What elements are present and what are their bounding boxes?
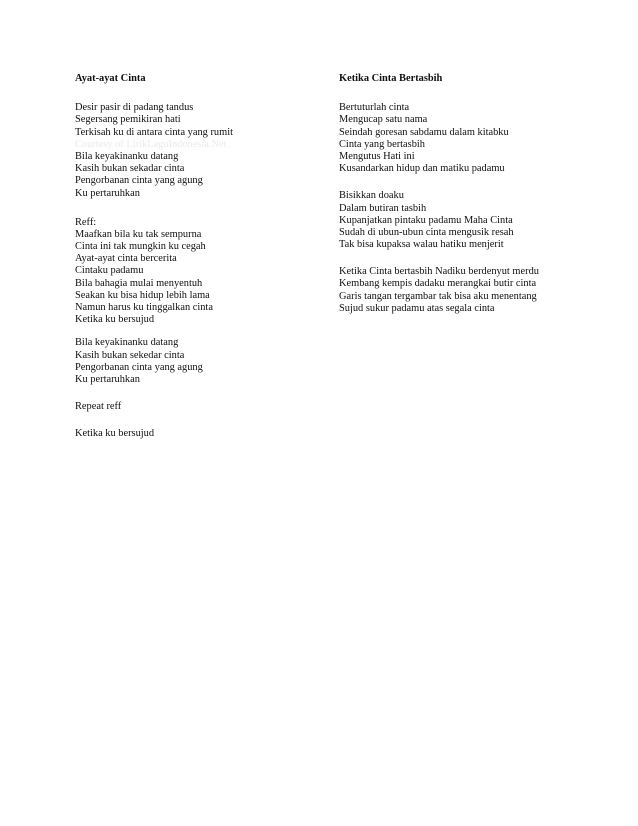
lyric-line: Kupanjatkan pintaku padamu Maha Cinta	[339, 214, 513, 226]
lyric-line: Kusandarkan hidup dan matiku padamu	[339, 163, 505, 175]
lyric-line: Namun harus ku tinggalkan cinta	[75, 302, 213, 314]
lyric-line: Cinta ini tak mungkin ku cegah	[75, 241, 206, 253]
lyric-line: Maafkan bila ku tak sempurna	[75, 228, 202, 240]
lyrics-column-right	[339, 73, 569, 326]
lyric-line: Reff:	[75, 216, 97, 228]
lyric-line: Bila bahagia mulai menyentuh	[75, 277, 203, 289]
lyric-line: Ku pertaruhkan	[75, 187, 140, 199]
lyric-line: Ayat-ayat cinta bercerita	[75, 253, 177, 265]
lyric-line: Kembang kempis dadaku merangkai butir cinta	[339, 278, 537, 290]
stanza-reff	[75, 217, 325, 327]
lyric-line: Seakan ku bisa hidup lebih lama	[75, 289, 210, 301]
lyric-line: Seindah goresan sabdamu dalam kitabku	[339, 126, 509, 138]
lyric-line: Sudah di ubun-ubun cinta mengusik resah	[339, 226, 514, 238]
stanza-verse-2	[75, 337, 325, 386]
stanza-repeat	[75, 401, 325, 413]
lyrics-column-left	[75, 73, 325, 452]
lyric-line: Dalam butiran tasbih	[339, 202, 427, 214]
lyric-line: Ketika ku bersujud	[75, 314, 155, 326]
lyric-line: Ku pertaruhkan	[75, 373, 140, 385]
lyric-line: Repeat reff	[75, 401, 122, 413]
song-title-right: Ketika Cinta Bertasbih	[339, 73, 443, 84]
stanza-verse-1	[75, 102, 325, 200]
lyric-line: Bertuturlah cinta	[339, 102, 410, 114]
stanza-ending	[75, 428, 325, 440]
lyric-line: Bila keyakinanku datang	[75, 337, 179, 349]
lyric-line: Cintaku padamu	[75, 265, 144, 277]
lyric-line: Ketika Cinta bertasbih Nadiku berdenyut merdu	[339, 266, 539, 278]
lyric-line: Bisikkan doaku	[339, 190, 404, 202]
stanza-verse-1	[339, 102, 569, 175]
lyric-line: Bila keyakinanku datang	[75, 150, 179, 162]
lyric-line: Kasih bukan sekadar cinta	[75, 163, 185, 175]
lyric-line: Sujud sukur padamu atas segala cinta	[339, 302, 495, 314]
lyric-line: Mengutus Hati ini	[339, 150, 415, 162]
lyric-line: Mengucap satu nama	[339, 114, 428, 126]
lyric-line: Pengorbanan cinta yang agung	[75, 175, 203, 187]
lyric-line: Segersang pemikiran hati	[75, 114, 181, 126]
stanza-verse-2	[339, 190, 569, 251]
lyric-line: Tak bisa kupaksa walau hatiku menjerit	[339, 239, 504, 251]
lyric-line: Desir pasir di padang tandus	[75, 102, 194, 114]
lyric-line: Ketika ku bersujud	[75, 428, 155, 440]
watermark-text: Courtesy of LirikLaguIndonesia.Net	[75, 138, 227, 150]
lyric-line: Kasih bukan sekedar cinta	[75, 349, 185, 361]
lyric-line: Pengorbanan cinta yang agung	[75, 361, 203, 373]
song-title-left: Ayat-ayat Cinta	[75, 73, 146, 84]
lyric-line: Garis tangan tergambar tak bisa aku menentang	[339, 290, 537, 302]
lyric-line: Cinta yang bertasbih	[339, 138, 425, 150]
stanza-chorus	[339, 266, 569, 315]
lyric-line: Terkisah ku di antara cinta yang rumit	[75, 126, 233, 138]
